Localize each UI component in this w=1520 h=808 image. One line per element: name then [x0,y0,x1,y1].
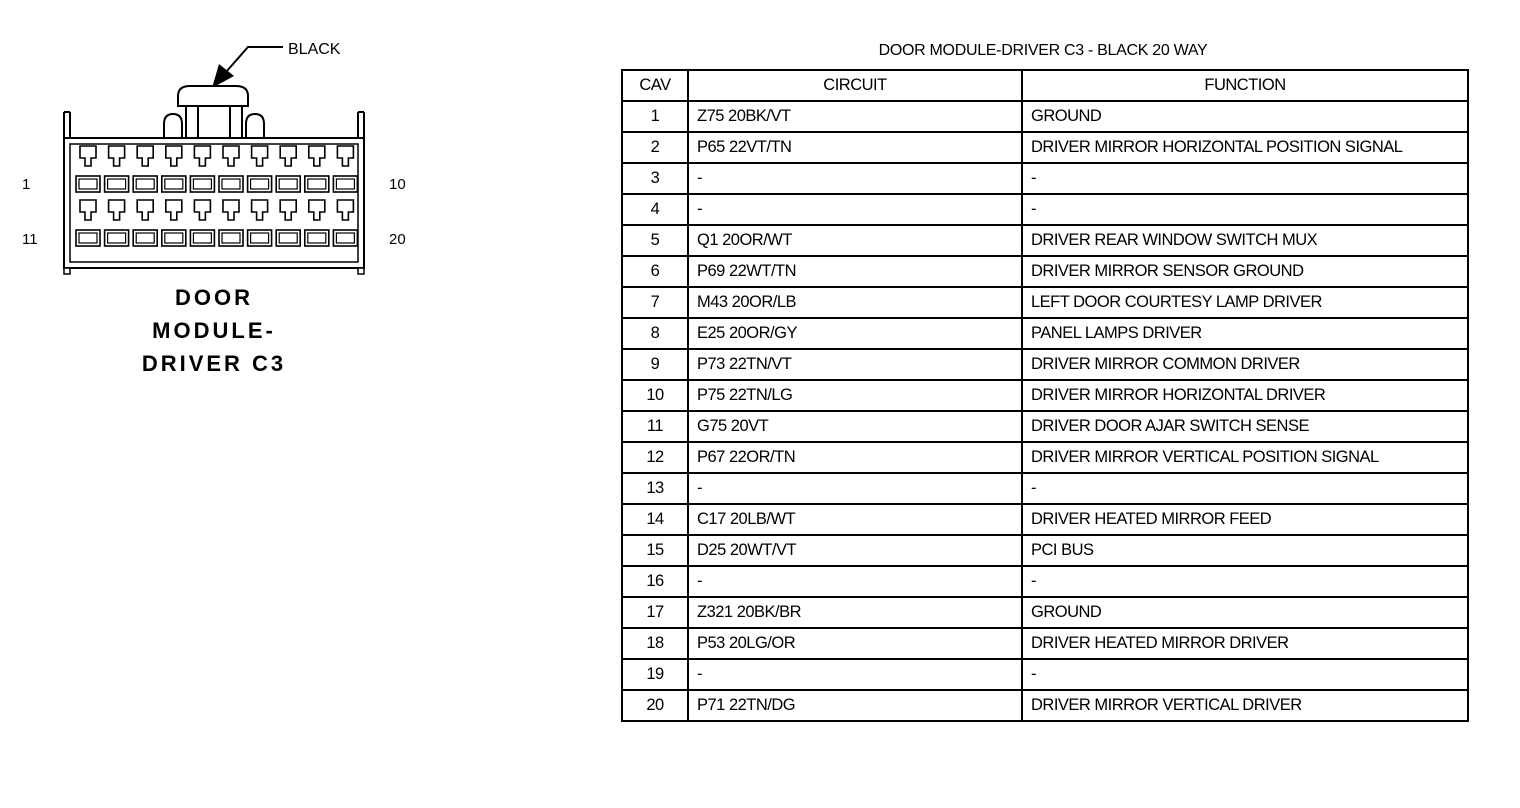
cell-circuit: Q1 20OR/WT [688,225,1022,256]
cavity-label-11: 11 [22,231,38,248]
cell-circuit: - [688,566,1022,597]
housing-foot-right [358,268,364,274]
cell-circuit: - [688,163,1022,194]
cell-circuit: - [688,473,1022,504]
cell-circuit: M43 20OR/LB [688,287,1022,318]
cavity-slot [219,230,243,246]
table-row [622,628,1468,659]
table-row [622,659,1468,690]
cell-cav: 3 [622,163,688,194]
cell-function: - [1022,566,1468,597]
table-row [622,411,1468,442]
pinout-table [621,69,1469,722]
cell-function: DRIVER MIRROR SENSOR GROUND [1022,256,1468,287]
cavity-slot [333,176,357,192]
cell-circuit: - [688,194,1022,225]
cavity-slot [333,230,357,246]
color-callout-label: BLACK [288,41,341,58]
cell-cav: 7 [622,287,688,318]
cell-circuit: Z75 20BK/VT [688,101,1022,132]
table-row [622,566,1468,597]
cell-cav: 15 [622,535,688,566]
cell-circuit: P75 22TN/LG [688,380,1022,411]
cell-cav: 19 [622,659,688,690]
table-row [622,473,1468,504]
cell-cav: 9 [622,349,688,380]
cell-circuit: G75 20VT [688,411,1022,442]
table-header-row [622,70,1468,101]
table-row [622,101,1468,132]
header-function: FUNCTION [1022,70,1468,101]
cell-function: DRIVER MIRROR HORIZONTAL POSITION SIGNAL [1022,132,1468,163]
table-row [622,194,1468,225]
cell-cav: 13 [622,473,688,504]
table-row [622,380,1468,411]
cell-circuit: Z321 20BK/BR [688,597,1022,628]
table-row [622,163,1468,194]
cell-cav: 6 [622,256,688,287]
cavity-slot [305,230,329,246]
cell-cav: 8 [622,318,688,349]
latch-stem-left [186,106,198,138]
connector-title-line-3: DRIVER C3 [141,351,287,376]
cavity-slot [305,176,329,192]
cell-circuit: P71 22TN/DG [688,690,1022,721]
table-row [622,504,1468,535]
latch-post-left [164,114,182,138]
cell-function: DRIVER REAR WINDOW SWITCH MUX [1022,225,1468,256]
cavity-slot [190,230,214,246]
cell-circuit: P73 22TN/VT [688,349,1022,380]
header-cav: CAV [622,70,688,101]
cell-function: - [1022,194,1468,225]
latch-stem-right [230,106,242,138]
cell-function: DRIVER MIRROR VERTICAL DRIVER [1022,690,1468,721]
cell-cav: 14 [622,504,688,535]
cell-function: PCI BUS [1022,535,1468,566]
cell-cav: 12 [622,442,688,473]
table-row [622,318,1468,349]
cell-circuit: P53 20LG/OR [688,628,1022,659]
cell-cav: 18 [622,628,688,659]
cavity-label-10: 10 [389,176,406,193]
housing-foot-left [64,268,70,274]
cell-circuit: E25 20OR/GY [688,318,1022,349]
cavity-slot [162,230,186,246]
cavity-label-1: 1 [22,176,31,193]
cavity-slot [190,176,214,192]
cavity-slot [162,176,186,192]
cell-function: GROUND [1022,101,1468,132]
cavity-slot [133,176,157,192]
latch-post-right [246,114,264,138]
cavity-slot [248,230,272,246]
cavity-slot [248,176,272,192]
connector-latch [178,86,248,106]
cell-cav: 16 [622,566,688,597]
cell-function: DRIVER HEATED MIRROR FEED [1022,504,1468,535]
cell-function: DRIVER MIRROR HORIZONTAL DRIVER [1022,380,1468,411]
table-row [622,535,1468,566]
cell-cav: 11 [622,411,688,442]
cell-function: PANEL LAMPS DRIVER [1022,318,1468,349]
header-circuit: CIRCUIT [688,70,1022,101]
cavity-slot [276,176,300,192]
cell-cav: 1 [622,101,688,132]
cavity-label-20: 20 [389,231,406,248]
cell-circuit: P65 22VT/TN [688,132,1022,163]
table-row [622,597,1468,628]
cell-function: DRIVER MIRROR COMMON DRIVER [1022,349,1468,380]
table-row [622,256,1468,287]
cell-function: LEFT DOOR COURTESY LAMP DRIVER [1022,287,1468,318]
cell-function: - [1022,659,1468,690]
table-row [622,225,1468,256]
cell-function: - [1022,473,1468,504]
cell-cav: 10 [622,380,688,411]
cell-circuit: D25 20WT/VT [688,535,1022,566]
cell-circuit: P67 22OR/TN [688,442,1022,473]
cell-function: DRIVER DOOR AJAR SWITCH SENSE [1022,411,1468,442]
table-title: DOOR MODULE-DRIVER C3 - BLACK 20 WAY [878,42,1208,59]
connector-diagram [0,0,600,400]
cavity-slot [276,230,300,246]
cell-function: - [1022,163,1468,194]
table-row [622,287,1468,318]
cell-circuit: C17 20LB/WT [688,504,1022,535]
table-row [622,442,1468,473]
table-row [622,690,1468,721]
cavity-slot [219,176,243,192]
cavity-slot [133,230,157,246]
cell-cav: 5 [622,225,688,256]
cell-cav: 2 [622,132,688,163]
cell-function: DRIVER MIRROR VERTICAL POSITION SIGNAL [1022,442,1468,473]
connector-title-line-2: MODULE- [152,318,276,343]
cell-cav: 17 [622,597,688,628]
table-row [622,132,1468,163]
cell-cav: 4 [622,194,688,225]
callout-leader-line [226,47,283,72]
table-row [622,349,1468,380]
cell-cav: 20 [622,690,688,721]
cell-circuit: - [688,659,1022,690]
cell-function: DRIVER HEATED MIRROR DRIVER [1022,628,1468,659]
cell-function: GROUND [1022,597,1468,628]
cell-circuit: P69 22WT/TN [688,256,1022,287]
connector-title-line-1: DOOR [175,285,253,310]
